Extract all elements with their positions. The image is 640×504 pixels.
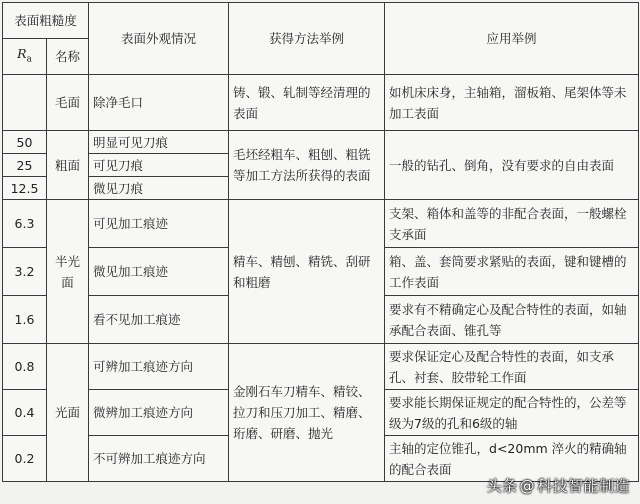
ra-value: 0.2 bbox=[3, 436, 47, 482]
header-method: 获得方法举例 bbox=[229, 3, 385, 75]
watermark-at: @ bbox=[519, 477, 535, 495]
ra-value: 0.4 bbox=[3, 390, 47, 436]
table-row bbox=[3, 344, 639, 390]
table-row bbox=[3, 200, 639, 248]
header-ra-letter: R bbox=[17, 45, 27, 61]
method-cell: 金刚石车刀精车、精铰、拉刀和压刀加工、精磨、珩磨、研磨、抛光 bbox=[229, 344, 385, 482]
header-name: 名称 bbox=[47, 39, 89, 75]
ra-value: 25 bbox=[3, 154, 47, 177]
method-cell: 毛坯经粗车、粗刨、粗铣等加工方法所获得的表面 bbox=[229, 131, 385, 200]
method-cell: 铸、锻、轧制等经清理的表面 bbox=[229, 75, 385, 131]
group-name: 毛面 bbox=[47, 75, 89, 131]
header-application: 应用举例 bbox=[385, 3, 639, 75]
header-ra-sub: a bbox=[26, 54, 32, 65]
header-ra bbox=[3, 39, 47, 75]
ra-value: 6.3 bbox=[3, 200, 47, 248]
ra-value: 12.5 bbox=[3, 177, 47, 200]
roughness-table bbox=[2, 2, 639, 482]
ra-value: 50 bbox=[3, 131, 47, 154]
ra-value bbox=[3, 75, 47, 131]
group-name: 半光面 bbox=[47, 200, 89, 344]
table-row bbox=[3, 131, 639, 154]
appearance-cell: 微见加工痕迹 bbox=[89, 248, 229, 296]
ra-value: 0.8 bbox=[3, 344, 47, 390]
appearance-cell: 微见刀痕 bbox=[89, 177, 229, 200]
method-cell: 精车、精刨、精铣、刮研和粗磨 bbox=[229, 200, 385, 344]
appearance-cell: 除净毛口 bbox=[89, 75, 229, 131]
appearance-cell: 不可辨加工痕迹方向 bbox=[89, 436, 229, 482]
ra-value: 1.6 bbox=[3, 296, 47, 344]
roughness-table-container bbox=[2, 2, 638, 502]
header-roughness: 表面粗糙度 bbox=[3, 3, 89, 39]
appearance-cell: 明显可见刀痕 bbox=[89, 131, 229, 154]
table-row bbox=[3, 75, 639, 131]
appearance-cell: 可见加工痕迹 bbox=[89, 200, 229, 248]
group-name: 粗面 bbox=[47, 131, 89, 200]
watermark bbox=[486, 475, 630, 496]
application-cell: 如机床床身，主轴箱，溜板箱、尾架体等未加工表面 bbox=[385, 75, 639, 131]
application-cell: 要求有不精确定心及配合特性的表面，如轴承配合表面、锥孔等 bbox=[385, 296, 639, 344]
appearance-cell: 可辨加工痕迹方向 bbox=[89, 344, 229, 390]
header-appearance: 表面外观情况 bbox=[89, 3, 229, 75]
application-cell: 要求保证定心及配合特性的表面，如支承孔、衬套、胶带轮工作面 bbox=[385, 344, 639, 390]
application-cell: 箱、盖、套筒要求紧贴的表面，键和键槽的工作表面 bbox=[385, 248, 639, 296]
header-row-1 bbox=[3, 3, 639, 39]
watermark-name: 科技智能制造 bbox=[536, 477, 630, 495]
watermark-prefix: 头条 bbox=[486, 477, 518, 495]
appearance-cell: 可见刀痕 bbox=[89, 154, 229, 177]
application-cell: 主轴的定位锥孔，d<20mm 淬火的精确轴的配合表面 bbox=[385, 436, 639, 482]
ra-value: 3.2 bbox=[3, 248, 47, 296]
application-cell: 一般的钻孔、倒角，没有要求的自由表面 bbox=[385, 131, 639, 200]
application-cell: 要求能长期保证规定的配合特性的，公差等级为7级的孔和6级的轴 bbox=[385, 390, 639, 436]
appearance-cell: 看不见加工痕迹 bbox=[89, 296, 229, 344]
appearance-cell: 微辨加工痕迹方向 bbox=[89, 390, 229, 436]
application-cell: 支架、箱体和盖等的非配合表面，一般螺栓支承面 bbox=[385, 200, 639, 248]
group-name: 光面 bbox=[47, 344, 89, 482]
